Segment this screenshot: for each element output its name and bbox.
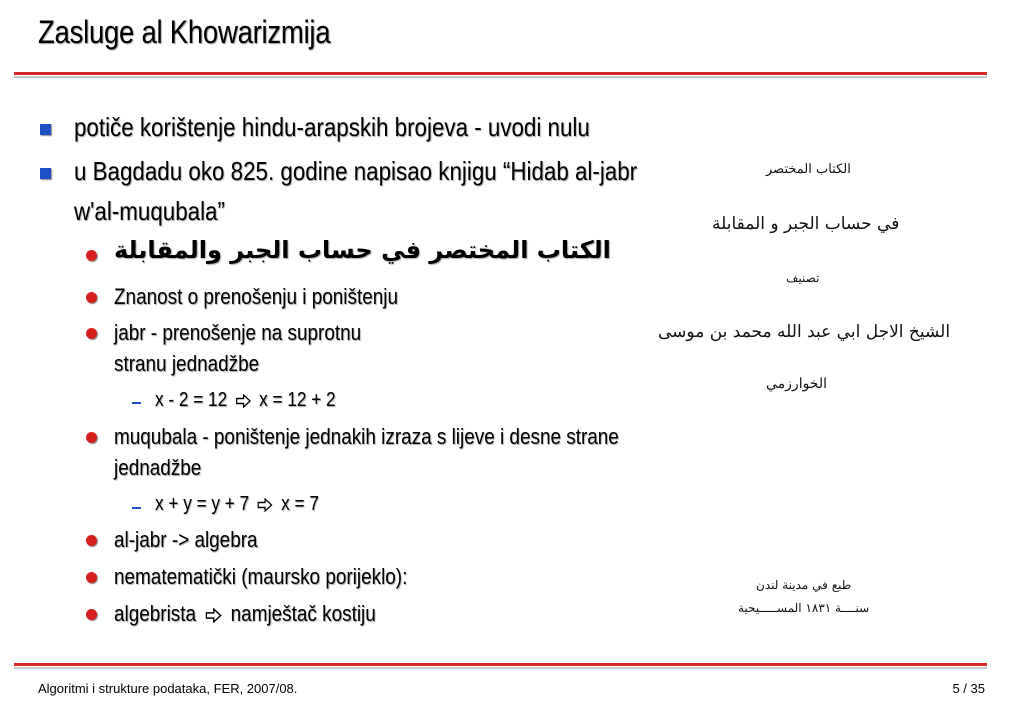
equation-muqubala-right: x = 7 bbox=[281, 493, 319, 515]
round-bullet-icon bbox=[86, 328, 97, 339]
bullet-book-line1: u Bagdadu oko 825. godine napisao knjigu “Hidab al-jabr bbox=[74, 156, 638, 186]
bullet-nonmath: nematematički (maursko porijeklo): bbox=[114, 564, 408, 589]
dash-bullet-icon bbox=[132, 402, 141, 404]
manuscript-line: الخوارزمي bbox=[766, 376, 828, 392]
round-bullet-icon bbox=[86, 432, 97, 443]
round-bullet-icon bbox=[86, 535, 97, 546]
implies-arrow-icon bbox=[205, 608, 222, 623]
manuscript-line: طبع في مدينة لندن bbox=[756, 578, 852, 592]
bullet-algebra: al-jabr -> algebra bbox=[114, 527, 258, 552]
bullet-jabr-line1: jabr - prenošenje na suprotnu bbox=[114, 320, 362, 345]
footer-divider bbox=[14, 663, 987, 666]
equation-jabr-left: x - 2 = 12 bbox=[155, 389, 228, 411]
equation-jabr-right: x = 12 + 2 bbox=[259, 389, 336, 411]
round-bullet-icon bbox=[86, 292, 97, 303]
bullet-numerals: potiče korištenje hindu-arapskih brojeva - uvodi nulu bbox=[74, 112, 590, 142]
round-bullet-icon bbox=[86, 609, 97, 620]
equation-jabr bbox=[155, 387, 336, 413]
footer-divider-shadow bbox=[14, 667, 987, 669]
round-bullet-icon bbox=[86, 250, 97, 261]
page-number: 5 / 35 bbox=[952, 681, 985, 696]
bullet-muqubala-line2: jednadžbe bbox=[114, 455, 202, 480]
slide-title: Zasluge al Khowarizmija bbox=[38, 14, 331, 50]
title-divider-shadow bbox=[14, 76, 987, 78]
algebrista-word: algebrista bbox=[114, 601, 197, 626]
square-bullet-icon bbox=[40, 124, 51, 135]
manuscript-line: في حساب الجبر و المقابلة bbox=[712, 214, 900, 234]
round-bullet-icon bbox=[86, 572, 97, 583]
equation-muqubala bbox=[155, 491, 319, 517]
square-bullet-icon bbox=[40, 168, 51, 179]
title-divider bbox=[14, 72, 987, 75]
bullet-book-line2: w'al-muqubala” bbox=[74, 196, 225, 226]
footer-course: Algoritmi i strukture podataka, FER, 2007/08. bbox=[38, 681, 298, 696]
dash-bullet-icon bbox=[132, 507, 141, 509]
manuscript-line: الشيخ الاجل ابي عبد الله محمد بن موسى bbox=[658, 322, 951, 342]
bullet-science: Znanost o prenošenju i poništenju bbox=[114, 284, 399, 309]
algebrista-meaning: namještač kostiju bbox=[230, 601, 376, 626]
manuscript-line: تصنيف bbox=[786, 271, 820, 285]
manuscript-line: سنــــة ١٨٣١ المســـــيحية bbox=[738, 601, 870, 615]
equation-muqubala-left: x + y = y + 7 bbox=[155, 493, 250, 515]
bullet-muqubala-line1: muqubala - poništenje jednakih izraza s lijeve i desne strane bbox=[114, 424, 619, 449]
manuscript-line: الكتاب المختصر bbox=[766, 162, 851, 177]
implies-arrow-icon bbox=[235, 394, 250, 408]
bullet-algebrista bbox=[114, 599, 376, 629]
bullet-jabr-line2: stranu jednadžbe bbox=[114, 351, 260, 376]
arabic-book-title: الكتاب المختصر في حساب الجبر والمقابلة bbox=[114, 236, 611, 264]
implies-arrow-icon bbox=[257, 498, 272, 512]
